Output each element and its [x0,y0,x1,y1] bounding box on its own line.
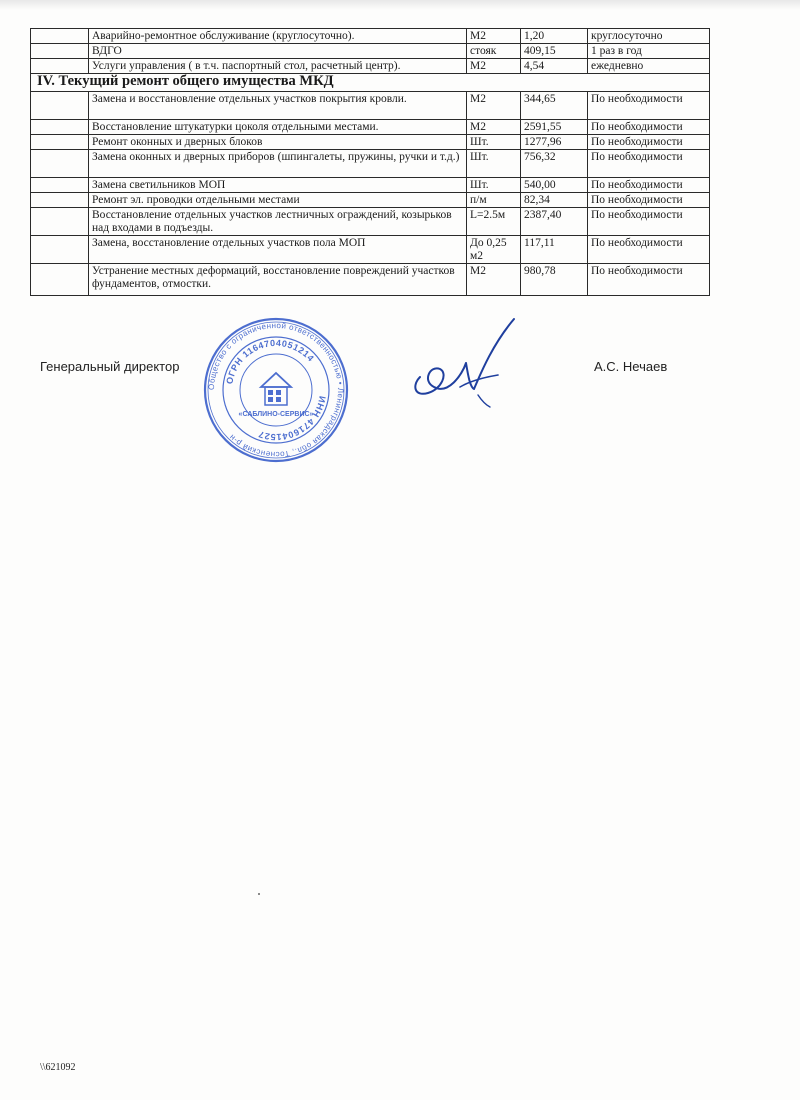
svg-text:«САБЛИНО-СЕРВИС»: «САБЛИНО-СЕРВИС» [238,411,314,418]
section-title: IV. Текущий ремонт общего имущества МКД [31,74,710,92]
table-row [31,92,710,120]
service-name-cell: Устранение местных деформаций, восстановление повреждений участков фундаментов, отмостки. [89,264,467,296]
table-row [31,44,710,59]
frequency-cell: круглосуточно [588,29,710,44]
frequency-cell: По необходимости [588,193,710,208]
row-number-cell [31,120,89,135]
table-row [31,236,710,264]
unit-cell: М2 [467,120,521,135]
unit-cell: п/м [467,193,521,208]
table-row [31,193,710,208]
row-number-cell [31,236,89,264]
row-number-cell [31,44,89,59]
signer-name: А.С. Нечаев [594,359,668,374]
service-name-cell: Услуги управления ( в т.ч. паспортный стол, расчетный центр). [89,59,467,74]
services-table [30,28,710,296]
row-number-cell [31,135,89,150]
table-row [31,178,710,193]
price-cell: 1,20 [521,29,588,44]
unit-cell: Шт. [467,150,521,178]
frequency-cell: По необходимости [588,208,710,236]
svg-text:Общество с ограниченной ответс: Общество с ограниченной ответственностью • Ленинградская обл., Тосненский р-н [206,320,346,460]
frequency-cell: По необходимости [588,92,710,120]
unit-cell: М2 [467,264,521,296]
scan-edge [0,0,800,10]
price-cell: 1277,96 [521,135,588,150]
unit-cell: Шт. [467,135,521,150]
row-number-cell [31,193,89,208]
service-name-cell: Восстановление отдельных участков лестничных ограждений, козырьков над входами в подъезды. [89,208,467,236]
price-cell: 540,00 [521,178,588,193]
frequency-cell: По необходимости [588,135,710,150]
price-cell: 980,78 [521,264,588,296]
company-seal [201,315,351,465]
service-name-cell: Ремонт оконных и дверных блоков [89,135,467,150]
price-cell: 82,34 [521,193,588,208]
row-number-cell [31,208,89,236]
price-cell: 756,32 [521,150,588,178]
row-number-cell [31,59,89,74]
table-row [31,135,710,150]
position-title: Генеральный директор [40,359,180,374]
scan-speck [258,893,260,895]
handwritten-signature [400,315,530,410]
frequency-cell: ежедневно [588,59,710,74]
frequency-cell: 1 раз в год [588,44,710,59]
service-name-cell: ВДГО [89,44,467,59]
frequency-cell: По необходимости [588,264,710,296]
frequency-cell: По необходимости [588,236,710,264]
frequency-cell: По необходимости [588,150,710,178]
unit-cell: М2 [467,29,521,44]
service-name-cell: Замена и восстановление отдельных участков покрытия кровли. [89,92,467,120]
unit-cell: М2 [467,92,521,120]
unit-cell: L=2.5м [467,208,521,236]
table-row [31,120,710,135]
service-name-cell: Восстановление штукатурки цоколя отдельными местами. [89,120,467,135]
row-number-cell [31,92,89,120]
price-cell: 117,11 [521,236,588,264]
service-name-cell: Аварийно-ремонтное обслуживание (круглосуточно). [89,29,467,44]
unit-cell: стояк [467,44,521,59]
price-cell: 2387,40 [521,208,588,236]
row-number-cell [31,264,89,296]
table-row [31,264,710,296]
svg-text:ОГРН 1164704051214: ОГРН 1164704051214 [224,337,317,385]
row-number-cell [31,178,89,193]
table-row [31,150,710,178]
row-number-cell [31,29,89,44]
table-row [31,59,710,74]
document-number: \\621092 [40,1062,76,1073]
frequency-cell: По необходимости [588,178,710,193]
unit-cell: М2 [467,59,521,74]
table-row [31,29,710,44]
service-name-cell: Замена светильников МОП [89,178,467,193]
service-name-cell: Замена, восстановление отдельных участков пола МОП [89,236,467,264]
row-number-cell [31,150,89,178]
price-cell: 344,65 [521,92,588,120]
svg-text:ИНН 4716041527: ИНН 4716041527 [256,395,328,443]
price-cell: 409,15 [521,44,588,59]
table-row [31,208,710,236]
price-cell: 4,54 [521,59,588,74]
service-name-cell: Ремонт эл. проводки отдельными местами [89,193,467,208]
service-name-cell: Замена оконных и дверных приборов (шпингалеты, пружины, ручки и т.д.) [89,150,467,178]
price-cell: 2591,55 [521,120,588,135]
unit-cell: До 0,25 м2 [467,236,521,264]
frequency-cell: По необходимости [588,120,710,135]
unit-cell: Шт. [467,178,521,193]
section-header-row [31,74,710,92]
